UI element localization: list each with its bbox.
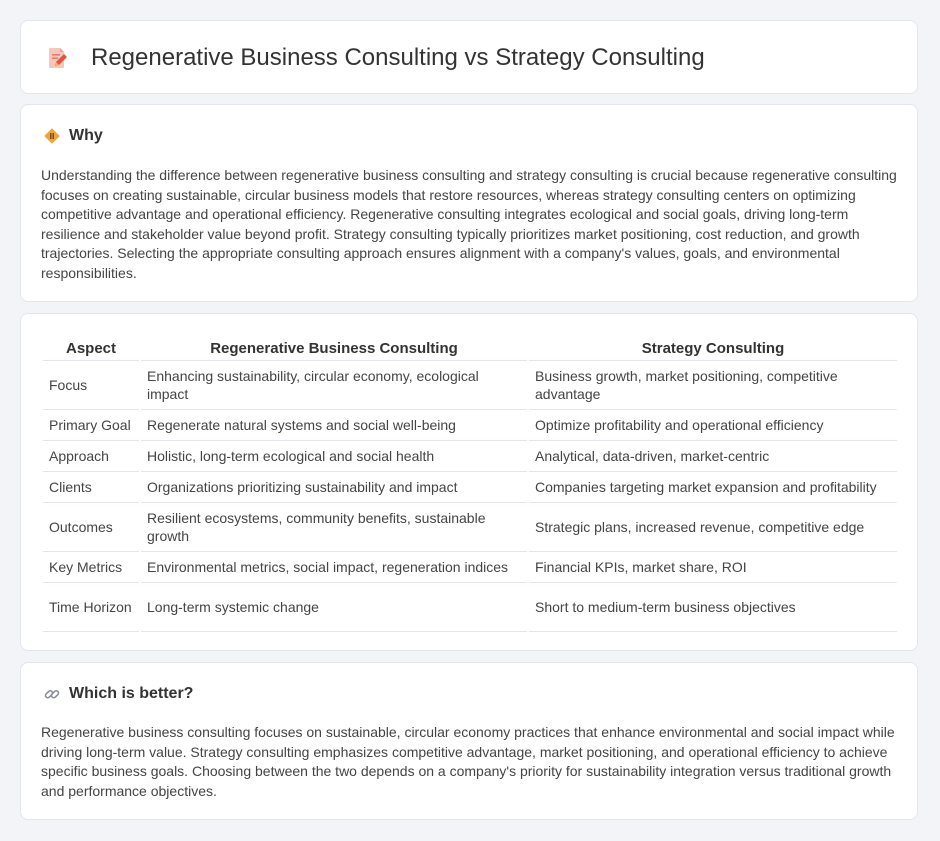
regenerative-cell: Long-term systemic change bbox=[141, 583, 527, 632]
aspect-cell: Clients bbox=[43, 472, 139, 503]
header-card bbox=[20, 20, 918, 94]
column-header-aspect: Aspect bbox=[43, 332, 139, 361]
table-row bbox=[43, 441, 897, 472]
regenerative-cell: Organizations prioritizing sustainability and impact bbox=[141, 472, 527, 503]
table-row bbox=[43, 472, 897, 503]
table-row bbox=[43, 552, 897, 583]
strategy-cell: Optimize profitability and operational efficiency bbox=[529, 410, 897, 441]
diamond-icon bbox=[43, 127, 61, 145]
comparison-table-card bbox=[20, 313, 918, 651]
comparison-table bbox=[41, 332, 899, 632]
table-row bbox=[43, 583, 897, 632]
strategy-cell: Strategic plans, increased revenue, competitive edge bbox=[529, 503, 897, 552]
strategy-cell: Companies targeting market expansion and profitability bbox=[529, 472, 897, 503]
aspect-cell: Approach bbox=[43, 441, 139, 472]
document-pencil-icon bbox=[45, 46, 69, 70]
column-header-strategy: Strategy Consulting bbox=[529, 332, 897, 361]
table-row bbox=[43, 503, 897, 552]
regenerative-cell: Regenerate natural systems and social well-being bbox=[141, 410, 527, 441]
aspect-cell: Key Metrics bbox=[43, 552, 139, 583]
strategy-cell: Short to medium-term business objectives bbox=[529, 583, 897, 632]
why-heading bbox=[43, 127, 103, 145]
why-title: Why bbox=[69, 127, 103, 144]
link-icon bbox=[43, 685, 61, 703]
better-title: Which is better? bbox=[69, 685, 194, 702]
strategy-cell: Business growth, market positioning, competitive advantage bbox=[529, 361, 897, 410]
table-row bbox=[43, 361, 897, 410]
aspect-cell: Time Horizon bbox=[43, 583, 139, 632]
table-row bbox=[43, 410, 897, 441]
regenerative-cell: Environmental metrics, social impact, regeneration indices bbox=[141, 552, 527, 583]
why-text: Understanding the difference between regenerative business consulting and strategy consulting is crucial because regenerative consulting focuses on creating sustainable, circular business models that restore resources, whereas strategy consulting centers on optimizing competitive advantage and operational efficiency. Regenerative consulting integrates ecological and social goals, driving long-term resilience and stakeholder value beyond profit. Strategy consulting typically prioritizes market positioning, cost reduction, and growth trajectories. Selecting the appropriate consulting approach ensures alignment with a company's values, goals, and environmental responsibilities. bbox=[41, 167, 897, 281]
why-card bbox=[20, 104, 918, 302]
aspect-cell: Outcomes bbox=[43, 503, 139, 552]
table-header-row bbox=[43, 332, 897, 361]
better-text: Regenerative business consulting focuses on sustainable, circular economy practices that enhance environmental and social impact while driving long-term value. Strategy consulting emphasizes competitive advantage, market positioning, and operational efficiency to achieve specific business goals. Choosing between the two depends on a company's priority for sustainability integration versus traditional growth and performance objectives. bbox=[41, 724, 895, 799]
regenerative-cell: Holistic, long-term ecological and social health bbox=[141, 441, 527, 472]
regenerative-cell: Resilient ecosystems, community benefits, sustainable growth bbox=[141, 503, 527, 552]
page-title: Regenerative Business Consulting vs Strategy Consulting bbox=[91, 44, 705, 71]
column-header-regenerative: Regenerative Business Consulting bbox=[141, 332, 527, 361]
better-heading bbox=[43, 685, 193, 703]
regenerative-cell: Enhancing sustainability, circular economy, ecological impact bbox=[141, 361, 527, 410]
aspect-cell: Focus bbox=[43, 361, 139, 410]
strategy-cell: Analytical, data-driven, market-centric bbox=[529, 441, 897, 472]
which-is-better-card bbox=[20, 662, 918, 820]
header-row bbox=[45, 21, 705, 95]
strategy-cell: Financial KPIs, market share, ROI bbox=[529, 552, 897, 583]
aspect-cell: Primary Goal bbox=[43, 410, 139, 441]
